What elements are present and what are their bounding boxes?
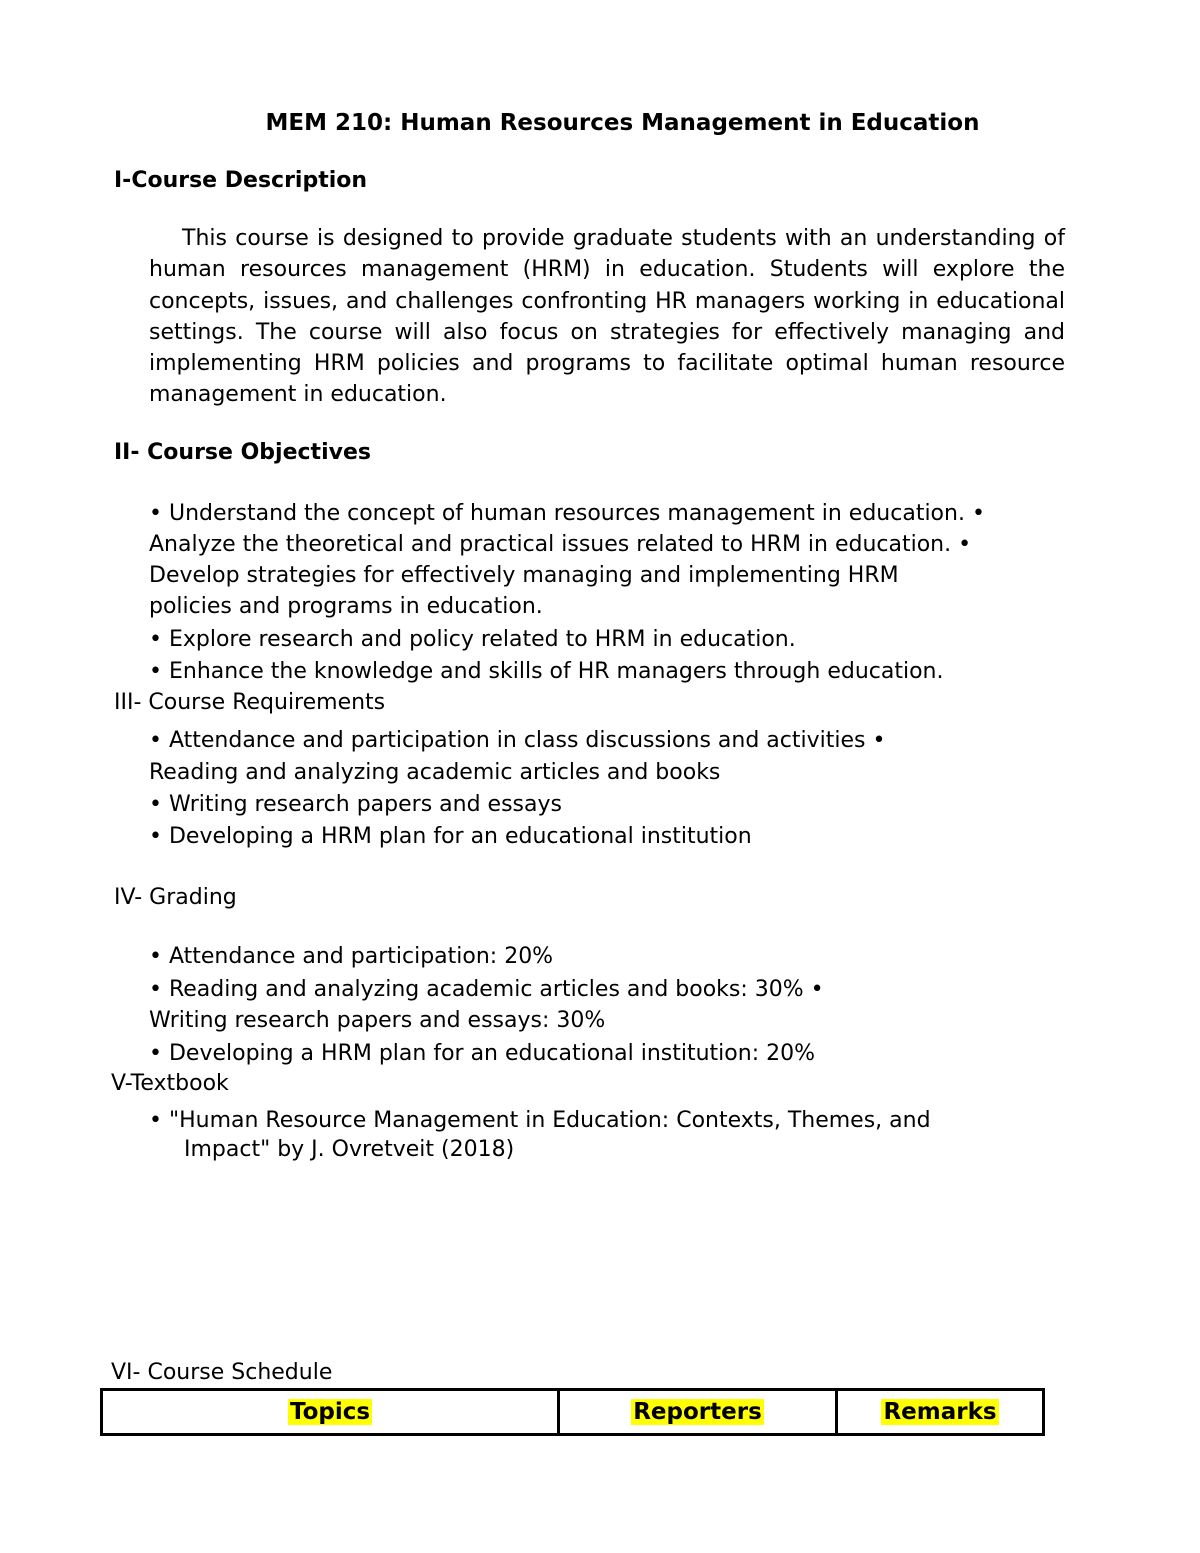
objective-line: Analyze the theoretical and practical issues related to HRM in education. • [149,532,972,557]
objective-line: policies and programs in education. [149,594,543,619]
requirement-line: • Developing a HRM plan for an educational institution [149,824,752,849]
section-heading-description: I-Course Description [114,168,368,193]
section-heading-schedule: VI- Course Schedule [111,1360,333,1385]
section-heading-textbook: V-Textbook [111,1071,229,1096]
schedule-table [100,1388,1045,1436]
requirement-line: • Attendance and participation in class discussions and activities • [149,728,886,753]
objective-line: • Explore research and policy related to HRM in education. [149,627,796,652]
document-title: MEM 210: Human Resources Management in Education [265,110,980,136]
section-heading-requirements: III- Course Requirements [114,690,386,715]
header-label: Topics [289,1399,371,1425]
header-label: Remarks [883,1399,997,1425]
table-header-topics [103,1391,557,1433]
objective-line: • Understand the concept of human resources management in education. • [149,501,985,526]
grading-line: Writing research papers and essays: 30% [149,1008,606,1033]
requirement-line: Reading and analyzing academic articles and books [149,760,721,785]
textbook-line: Impact" by J. Ovretveit (2018) [184,1137,515,1162]
objective-line: • Enhance the knowledge and skills of HR managers through education. [149,659,944,684]
section-heading-objectives: II- Course Objectives [114,440,371,465]
requirement-line: • Writing research papers and essays [149,792,562,817]
grading-line: • Reading and analyzing academic articles and books: 30% • [149,977,824,1002]
textbook-line: • "Human Resource Management in Education: Contexts, Themes, and [149,1108,931,1133]
grading-line: • Developing a HRM plan for an educational institution: 20% [149,1041,816,1066]
table-header-remarks [835,1391,1042,1433]
grading-line: • Attendance and participation: 20% [149,944,554,969]
description-paragraph: This course is designed to provide graduate students with an understanding of human resources management (HRM) in education. Students will explore the concepts, issues, and challenges confronting HR managers working in educational settings. The course will also focus on strategies for effectively managing and implementing HRM policies and programs to facilitate optimal human resource management in education. [149,226,1065,408]
section-heading-grading: IV- Grading [114,885,237,910]
objective-line: Develop strategies for effectively managing and implementing HRM [149,563,899,588]
table-header-reporters [557,1391,835,1433]
header-label: Reporters [633,1399,762,1425]
